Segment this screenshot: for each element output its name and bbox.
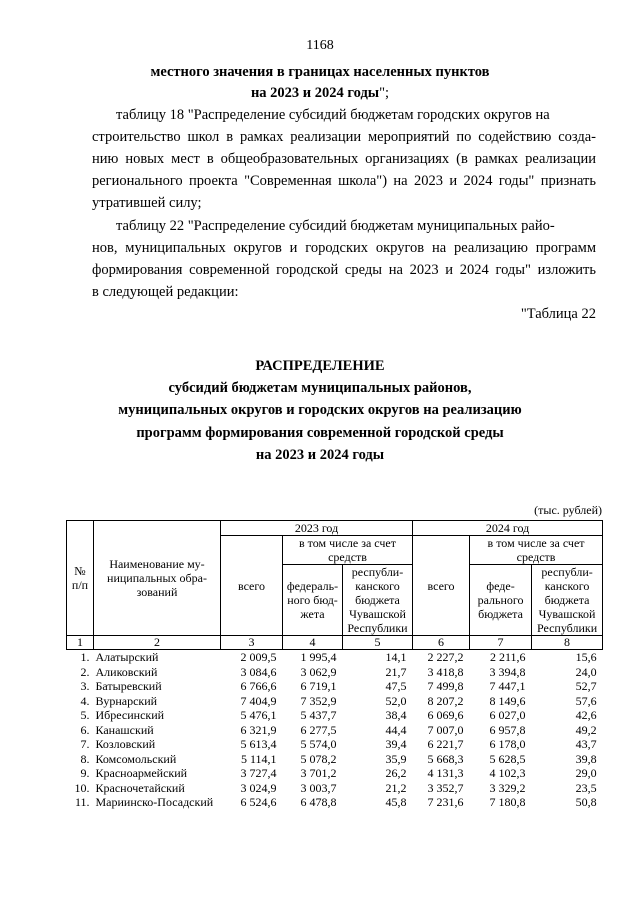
republic-2023: 14,1 — [385, 650, 407, 664]
republic-2024: 42,6 — [575, 708, 597, 722]
table-row — [67, 766, 603, 781]
federal-2024: 7 447,1 — [489, 679, 526, 693]
header-name: Наименование му-ниципальных обра-зований — [94, 521, 221, 636]
page-number: 1168 — [306, 38, 334, 53]
total-2024: 6 069,6 — [427, 708, 464, 722]
federal-2024: 8 149,6 — [489, 693, 526, 708]
row-index: 4. — [80, 693, 90, 708]
republic-2024: 24,0 — [575, 664, 597, 679]
federal-2024: 6 027,0 — [489, 708, 526, 722]
republic-2023: 38,4 — [385, 708, 407, 722]
header-total-2023: всего — [221, 536, 283, 636]
row-index: 10. — [74, 780, 90, 795]
header-year-2024: 2024 год — [413, 521, 603, 536]
municipality-name: Красноармейский — [95, 766, 188, 780]
total-2023: 6 524,6 — [240, 795, 277, 809]
column-number: 3 — [221, 636, 283, 650]
federal-2024: 3 394,8 — [489, 664, 526, 679]
federal-2023: 3 003,7 — [300, 780, 337, 795]
federal-2023: 1 995,4 — [300, 650, 337, 664]
total-2023: 5 613,4 — [240, 737, 277, 751]
intro-bold-line-2-text: на 2023 и 2024 годы — [250, 85, 380, 101]
federal-2023: 6 719,1 — [300, 679, 337, 693]
total-2024: 7 231,6 — [427, 795, 464, 809]
federal-2024: 6 178,0 — [489, 737, 526, 751]
table-row — [67, 679, 603, 694]
federal-2023: 3 701,2 — [300, 766, 337, 780]
table-row — [67, 723, 603, 738]
row-index: 9. — [80, 766, 90, 780]
para1-line-2: строительство школ в рамках реализации мероприятий по содействию созда- — [92, 129, 596, 145]
municipality-name: Аликовский — [95, 664, 158, 679]
republic-2024: 39,8 — [575, 751, 597, 766]
header-federal-2024: феде-рального бюджета — [470, 565, 532, 636]
total-2024: 4 131,3 — [427, 766, 464, 780]
republic-2023: 21,7 — [385, 664, 407, 679]
total-2024: 7 007,0 — [427, 722, 464, 737]
header-incl-2024: в том числе за счет средств — [470, 536, 603, 565]
title-line-1: РАСПРЕДЕЛЕНИЕ — [255, 358, 385, 374]
row-index: 6. — [80, 722, 90, 737]
federal-2023: 6 478,8 — [300, 795, 337, 809]
municipality-name: Козловский — [95, 737, 156, 751]
total-2024: 6 221,7 — [427, 737, 464, 751]
republic-2023: 47,5 — [385, 679, 407, 693]
federal-2024: 3 329,2 — [489, 780, 526, 795]
para2-line-1: таблицу 22 "Распределение субсидий бюджетам муниципальных райо- — [116, 218, 555, 234]
table-row — [67, 737, 603, 752]
federal-2023: 7 352,9 — [300, 693, 337, 708]
republic-2023: 35,9 — [385, 751, 407, 766]
total-2023: 5 476,1 — [240, 708, 277, 722]
municipality-name: Канашский — [95, 722, 154, 737]
title-line-5: на 2023 и 2024 годы — [255, 447, 385, 463]
row-index: 5. — [80, 708, 90, 722]
para1-line-3: нию новых мест в общеобразовательных организациях (в рамках реализации — [92, 151, 596, 167]
federal-2024: 6 957,8 — [489, 722, 526, 737]
title-line-3: муниципальных округов и городских округов на реализацию — [118, 402, 522, 418]
header-year-2023: 2023 год — [221, 521, 413, 536]
para1-line-5: утратившей силу; — [92, 195, 202, 211]
total-2023: 3 024,9 — [240, 780, 277, 795]
federal-2024: 2 211,6 — [489, 650, 526, 664]
total-2023: 7 404,9 — [240, 693, 277, 708]
municipality-name: Ибресинский — [95, 708, 165, 722]
column-numbers-row — [67, 636, 603, 650]
column-number: 4 — [283, 636, 343, 650]
intro-bold-line-2-suffix: "; — [379, 85, 390, 101]
total-2023: 5 114,1 — [240, 751, 277, 766]
header-republic-2024: республи-канского бюджета Чувашской Республики — [532, 565, 603, 636]
table-row — [67, 795, 603, 810]
table-body — [67, 636, 603, 810]
federal-2024: 5 628,5 — [489, 751, 526, 766]
federal-2023: 5 574,0 — [300, 737, 337, 751]
table-row — [67, 781, 603, 796]
municipality-name: Мариинско-Посадский — [95, 795, 214, 809]
table-row — [67, 694, 603, 709]
column-number: 2 — [94, 636, 221, 650]
title-line-4: программ формирования современной городской среды — [136, 425, 504, 441]
table-reference: "Таблица 22 — [520, 306, 596, 322]
republic-2024: 57,6 — [575, 693, 597, 708]
column-number: 1 — [67, 636, 94, 650]
republic-2023: 21,2 — [385, 780, 407, 795]
title-line-2: субсидий бюджетам муниципальных районов, — [168, 380, 472, 396]
total-2024: 3 352,7 — [427, 780, 464, 795]
header-total-2024: всего — [413, 536, 470, 636]
para2-line-4: в следующей редакции: — [92, 284, 239, 300]
units-label: (тыс. рублей) — [534, 503, 602, 517]
header-num: № п/п — [67, 521, 94, 636]
table-row — [67, 665, 603, 680]
municipality-name: Красночетайский — [95, 780, 185, 795]
republic-2024: 15,6 — [575, 650, 597, 664]
federal-2023: 5 437,7 — [300, 708, 337, 722]
republic-2024: 52,7 — [575, 679, 597, 693]
federal-2024: 4 102,3 — [489, 766, 526, 780]
header-row-years — [67, 521, 603, 536]
para1-line-4: регионального проекта "Современная школа") на 2023 и 2024 годы" признать — [92, 173, 596, 189]
table-row — [67, 752, 603, 767]
total-2024: 7 499,8 — [427, 679, 464, 693]
total-2024: 3 418,8 — [427, 664, 464, 679]
municipality-name: Алатырский — [95, 650, 159, 664]
total-2024: 5 668,3 — [427, 751, 464, 766]
row-index: 2. — [80, 664, 90, 679]
total-2024: 2 227,2 — [427, 650, 464, 664]
header-republic-2023: республи-канского бюджета Чувашской Республики — [343, 565, 413, 636]
column-number: 6 — [413, 636, 470, 650]
republic-2024: 23,5 — [575, 780, 597, 795]
republic-2023: 52,0 — [385, 693, 407, 708]
intro-bold-line-2 — [0, 85, 640, 102]
total-2023: 3 727,4 — [240, 766, 277, 780]
republic-2024: 49,2 — [575, 722, 597, 737]
federal-2024: 7 180,8 — [489, 795, 526, 809]
intro-bold-line-1: местного значения в границах населенных пунктов — [150, 64, 490, 80]
column-number: 7 — [470, 636, 532, 650]
row-index: 3. — [80, 679, 90, 693]
distribution-table — [66, 520, 603, 810]
republic-2024: 43,7 — [575, 737, 597, 751]
row-index: 7. — [80, 737, 90, 751]
para1-line-1: таблицу 18 "Распределение субсидий бюджетам городских округов на — [116, 107, 550, 123]
total-2023: 3 084,6 — [240, 664, 277, 679]
header-incl-2023: в том числе за счет средств — [283, 536, 413, 565]
municipality-name: Комсомольский — [95, 751, 177, 766]
table-row — [67, 650, 603, 665]
republic-2024: 50,8 — [575, 795, 597, 809]
row-index: 8. — [80, 751, 90, 766]
federal-2023: 6 277,5 — [300, 722, 337, 737]
row-index: 1. — [80, 650, 90, 664]
total-2023: 6 766,6 — [240, 679, 277, 693]
column-number: 8 — [532, 636, 603, 650]
table-row — [67, 708, 603, 723]
republic-2023: 44,4 — [385, 722, 407, 737]
column-number: 5 — [343, 636, 413, 650]
total-2024: 8 207,2 — [427, 693, 464, 708]
municipality-name: Вурнарский — [95, 693, 158, 708]
para2-line-2: нов, муниципальных округов и городских округов на реализацию программ — [92, 240, 596, 256]
republic-2023: 39,4 — [385, 737, 407, 751]
federal-2023: 3 062,9 — [300, 664, 337, 679]
total-2023: 2 009,5 — [240, 650, 277, 664]
republic-2024: 29,0 — [575, 766, 597, 780]
municipality-name: Батыревский — [95, 679, 162, 693]
federal-2023: 5 078,2 — [300, 751, 337, 766]
republic-2023: 45,8 — [385, 795, 407, 809]
row-index: 11. — [74, 795, 90, 809]
republic-2023: 26,2 — [385, 766, 407, 780]
para2-line-3: формирования современной городской среды на 2023 и 2024 годы" изложить — [92, 262, 596, 278]
total-2023: 6 321,9 — [240, 722, 277, 737]
header-federal-2023: федераль-ного бюд-жета — [283, 565, 343, 636]
